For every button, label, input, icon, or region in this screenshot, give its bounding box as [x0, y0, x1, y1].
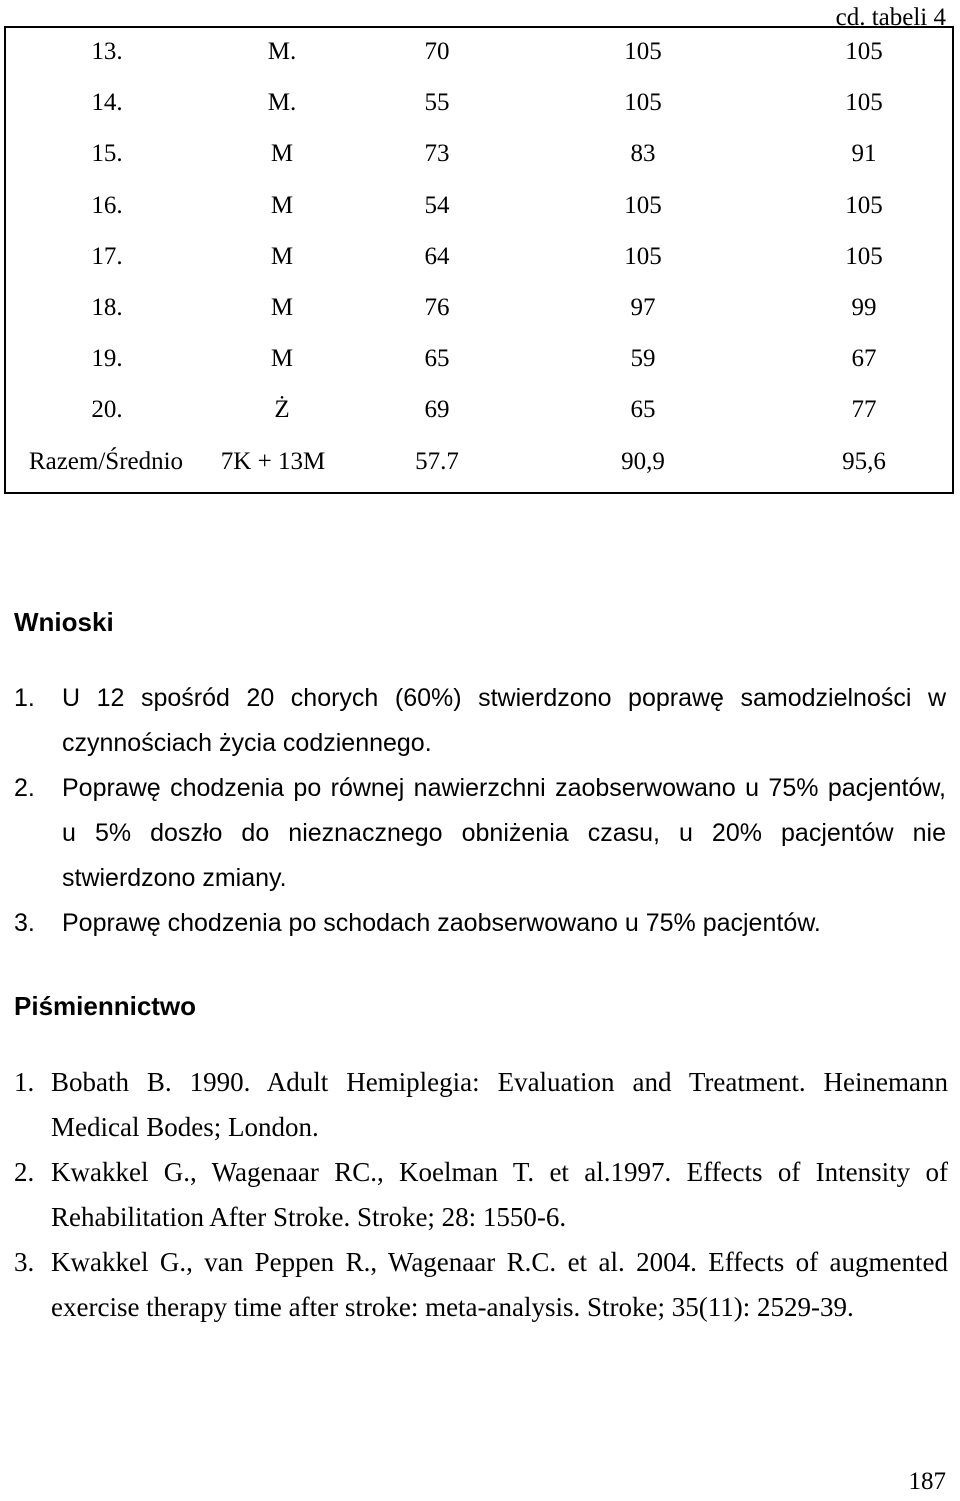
table-cell-sex: M: [270, 242, 294, 270]
table-row: [6, 284, 952, 335]
table-cell-age: 70: [424, 38, 450, 65]
table-cell-age: 76: [424, 293, 450, 321]
table-cell-age: 54: [424, 191, 450, 219]
table-cell-sex: M: [270, 140, 294, 168]
table-cell-score-before: 97: [630, 293, 656, 321]
summary-age-mean: 57.7: [415, 447, 459, 475]
results-table: [4, 26, 954, 494]
table-cell-score-before: 65: [630, 396, 656, 424]
conclusion-item: [14, 901, 946, 946]
table-cell-score-before: 83: [630, 140, 656, 168]
table-cell-score-before: 59: [630, 345, 656, 373]
table-cell-score-after: 77: [851, 396, 877, 424]
table-row: [6, 182, 952, 233]
conclusion-item: [14, 766, 946, 901]
conclusions-heading: Wnioski: [14, 607, 114, 637]
table-cell-score-after: 91: [851, 140, 877, 168]
summary-sex-count: 7K + 13M: [220, 447, 326, 475]
table-cell-score-before: 105: [624, 191, 662, 219]
reference-text: Bobath B. 1990. Adult Hemiplegia: Evaluation and Treatment. Heinemann Medical Bodes; London.: [51, 1067, 948, 1142]
table-cell-score-after: 105: [845, 89, 883, 117]
table-cell-score-before: 105: [624, 242, 662, 270]
conclusions-list: [14, 676, 946, 946]
reference-number: 3.: [14, 1247, 35, 1277]
table-cell-age: 69: [424, 396, 450, 424]
page-number: 187: [908, 1468, 946, 1495]
table-cell-patient-number: 13.: [91, 38, 123, 65]
table-cell-score-after: 105: [845, 191, 883, 219]
table-cell-age: 65: [424, 345, 450, 373]
table-cell-patient-number: 14.: [91, 89, 123, 117]
summary-label: Razem/Średnio: [28, 447, 184, 475]
references-list: [14, 1060, 948, 1330]
conclusion-text: Poprawę chodzenia po schodach zaobserwowano u 75% pacjentów.: [62, 909, 821, 937]
table-row: [6, 233, 952, 284]
table-cell-patient-number: 15.: [91, 140, 123, 168]
table-cell-score-before: 105: [624, 89, 662, 117]
reference-number: 2.: [14, 1157, 35, 1187]
conclusion-item: [14, 676, 946, 766]
reference-item: [14, 1240, 948, 1330]
table-row: [6, 79, 952, 130]
table-row: [6, 386, 952, 437]
table-cell-score-after: 67: [851, 345, 877, 373]
table-cell-patient-number: 17.: [91, 242, 123, 270]
table-cell-patient-number: 19.: [91, 345, 123, 373]
reference-item: [14, 1060, 948, 1150]
table-cell-age: 55: [424, 89, 450, 117]
conclusion-number: 1.: [14, 684, 35, 712]
references-heading: Piśmiennictwo: [14, 991, 197, 1021]
reference-text: Kwakkel G., van Peppen R., Wagenaar R.C. et al. 2004. Effects of augmented exercise therapy time after stroke: meta-analysis. Stroke; 35(11): 2529-39.: [51, 1247, 948, 1322]
table-cell-score-before: 105: [624, 38, 662, 65]
table-cell-age: 73: [424, 140, 450, 168]
table-continuation-caption: cd. tabeli 4: [835, 4, 946, 31]
table-cell-score-after: 105: [845, 242, 883, 270]
conclusion-number: 3.: [14, 909, 35, 937]
summary-score-after-mean: 95,6: [842, 447, 886, 475]
summary-score-before-mean: 90,9: [621, 447, 665, 475]
reference-text: Kwakkel G., Wagenaar RC., Koelman T. et al.1997. Effects of Intensity of Rehabilitation After Stroke. Stroke; 28: 1550-6.: [51, 1157, 948, 1232]
table-cell-sex: Ż: [274, 396, 290, 424]
table-cell-sex: M: [270, 345, 294, 373]
table-cell-patient-number: 16.: [91, 191, 123, 219]
conclusion-number: 2.: [14, 774, 35, 802]
conclusion-text: Poprawę chodzenia po równej nawierzchni zaobserwowano u 75% pacjentów, u 5% doszło do nieznacznego obniżenia czasu, u 20% pacjentów nie stwierdzono zmiany.: [62, 774, 946, 892]
table-summary-row: [6, 438, 952, 490]
table-row: [6, 335, 952, 386]
conclusion-text: U 12 spośród 20 chorych (60%) stwierdzono poprawę samodzielności w czynnościach życia codziennego.: [62, 684, 946, 757]
table-cell-patient-number: 18.: [91, 293, 123, 321]
table-cell-sex: M: [270, 293, 294, 321]
table-cell-sex: M.: [267, 89, 297, 117]
reference-item: [14, 1150, 948, 1240]
table-cell-patient-number: 20.: [91, 396, 123, 424]
table-cell-score-after: 105: [845, 38, 883, 65]
reference-number: 1.: [14, 1067, 35, 1097]
table-cell-sex: M.: [267, 38, 297, 65]
table-row: [6, 28, 952, 79]
table-cell-age: 64: [424, 242, 450, 270]
table-cell-score-after: 99: [851, 293, 877, 321]
table-cell-sex: M: [270, 191, 294, 219]
table-row: [6, 130, 952, 181]
